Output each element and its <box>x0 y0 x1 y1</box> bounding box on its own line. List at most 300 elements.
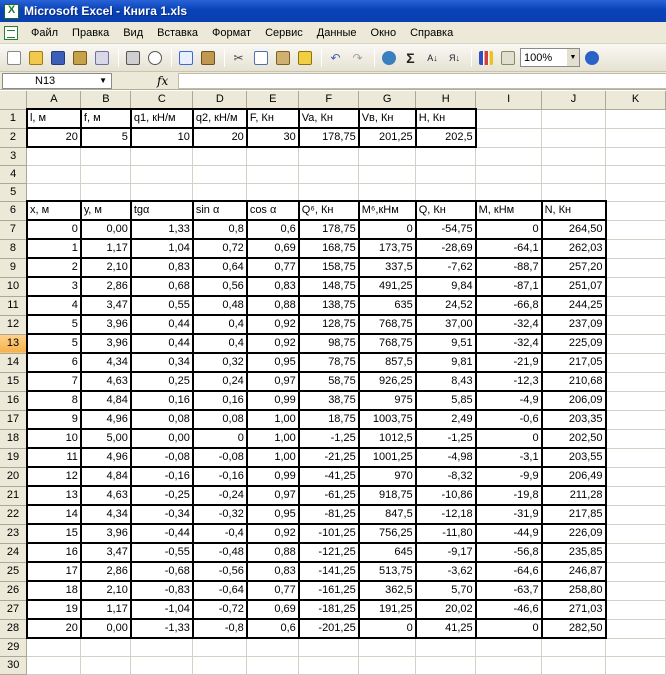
chart-wizard-icon[interactable] <box>476 48 495 67</box>
cell[interactable] <box>416 147 476 165</box>
cell[interactable] <box>606 562 666 581</box>
table-cell[interactable]: 0,34 <box>131 353 193 372</box>
row-header[interactable]: 17 <box>0 410 27 429</box>
table-cell[interactable]: -0,8 <box>193 619 247 638</box>
table-cell[interactable]: 918,75 <box>359 486 416 505</box>
cell[interactable] <box>606 505 666 524</box>
email-icon[interactable] <box>92 48 111 67</box>
table-cell[interactable]: 11 <box>27 448 81 467</box>
table-cell[interactable]: 2,86 <box>81 562 131 581</box>
cell[interactable] <box>476 638 542 656</box>
column-header-b[interactable]: B <box>81 91 131 109</box>
row-header[interactable]: 20 <box>0 467 27 486</box>
table-cell[interactable]: -11,80 <box>416 524 476 543</box>
table-cell[interactable]: 13 <box>27 486 81 505</box>
cell[interactable] <box>359 165 416 183</box>
column-header-j[interactable]: J <box>542 91 606 109</box>
row-header[interactable]: 21 <box>0 486 27 505</box>
table-cell[interactable]: 0,77 <box>247 581 299 600</box>
param-header-cell[interactable]: q1, кН/м <box>131 109 193 128</box>
table-cell[interactable]: -101,25 <box>299 524 359 543</box>
cell[interactable] <box>193 656 247 674</box>
table-cell[interactable]: -4,9 <box>476 391 542 410</box>
cell[interactable] <box>359 656 416 674</box>
table-cell[interactable]: -181,25 <box>299 600 359 619</box>
table-cell[interactable]: 3,96 <box>81 334 131 353</box>
table-cell[interactable]: -81,25 <box>299 505 359 524</box>
table-cell[interactable]: -0,08 <box>193 448 247 467</box>
insert-function-icon[interactable]: fx <box>157 73 169 88</box>
table-cell[interactable]: 8,43 <box>416 372 476 391</box>
table-header-cell[interactable]: cos α <box>247 201 299 220</box>
table-cell[interactable]: 98,75 <box>299 334 359 353</box>
table-cell[interactable]: 1012,5 <box>359 429 416 448</box>
row-header[interactable]: 13 <box>0 334 27 353</box>
table-cell[interactable]: 7 <box>27 372 81 391</box>
table-cell[interactable]: -8,32 <box>416 467 476 486</box>
table-cell[interactable]: -32,4 <box>476 315 542 334</box>
table-cell[interactable]: 24,52 <box>416 296 476 315</box>
table-cell[interactable]: 0,92 <box>247 334 299 353</box>
cell[interactable] <box>606 372 666 391</box>
table-cell[interactable]: 282,50 <box>542 619 606 638</box>
row-header[interactable]: 25 <box>0 562 27 581</box>
table-cell[interactable]: 211,28 <box>542 486 606 505</box>
table-cell[interactable]: 0 <box>476 619 542 638</box>
table-cell[interactable]: -21,9 <box>476 353 542 372</box>
cell[interactable] <box>193 147 247 165</box>
param-header-cell[interactable]: f, м <box>81 109 131 128</box>
cell[interactable] <box>542 128 606 147</box>
table-cell[interactable]: 0,68 <box>131 277 193 296</box>
row-header[interactable]: 27 <box>0 600 27 619</box>
cell[interactable] <box>81 183 131 201</box>
table-cell[interactable]: 1 <box>27 239 81 258</box>
column-header-c[interactable]: C <box>131 91 193 109</box>
row-header[interactable]: 12 <box>0 315 27 334</box>
table-cell[interactable]: 246,87 <box>542 562 606 581</box>
table-cell[interactable]: 0,99 <box>247 391 299 410</box>
table-cell[interactable]: 12 <box>27 467 81 486</box>
table-cell[interactable]: 0,88 <box>247 296 299 315</box>
param-value-cell[interactable]: 20 <box>27 128 81 147</box>
cell[interactable] <box>131 656 193 674</box>
cut-icon[interactable]: ✂ <box>233 50 244 65</box>
formula-input[interactable] <box>178 73 666 89</box>
row-header[interactable]: 19 <box>0 448 27 467</box>
table-cell[interactable]: -10,86 <box>416 486 476 505</box>
table-cell[interactable]: 1,17 <box>81 239 131 258</box>
table-cell[interactable]: 1,17 <box>81 600 131 619</box>
chevron-down-icon[interactable]: ▼ <box>99 76 107 85</box>
table-cell[interactable]: 0,83 <box>131 258 193 277</box>
cell[interactable] <box>606 467 666 486</box>
table-cell[interactable]: 128,75 <box>299 315 359 334</box>
select-all-corner[interactable] <box>0 91 27 109</box>
row-header[interactable]: 16 <box>0 391 27 410</box>
row-header[interactable]: 5 <box>0 183 27 201</box>
table-cell[interactable]: 9,81 <box>416 353 476 372</box>
table-cell[interactable]: 2,10 <box>81 258 131 277</box>
cell[interactable] <box>416 165 476 183</box>
table-cell[interactable]: -46,6 <box>476 600 542 619</box>
table-cell[interactable]: 970 <box>359 467 416 486</box>
cell[interactable] <box>542 147 606 165</box>
workbook-icon[interactable] <box>4 26 18 40</box>
table-cell[interactable]: 18 <box>27 581 81 600</box>
table-cell[interactable]: 16 <box>27 543 81 562</box>
table-cell[interactable]: 4,96 <box>81 448 131 467</box>
cell[interactable] <box>299 147 359 165</box>
table-cell[interactable]: 0,44 <box>131 334 193 353</box>
cell[interactable] <box>193 638 247 656</box>
table-cell[interactable]: 178,75 <box>299 220 359 239</box>
cell[interactable] <box>27 147 81 165</box>
table-cell[interactable]: -21,25 <box>299 448 359 467</box>
cell[interactable] <box>606 220 666 239</box>
cell[interactable] <box>81 638 131 656</box>
cell[interactable] <box>131 147 193 165</box>
table-cell[interactable]: 1,33 <box>131 220 193 239</box>
table-cell[interactable]: 206,49 <box>542 467 606 486</box>
cell[interactable] <box>359 147 416 165</box>
chevron-down-icon[interactable]: ▼ <box>567 49 579 66</box>
table-cell[interactable]: 58,75 <box>299 372 359 391</box>
row-header[interactable]: 23 <box>0 524 27 543</box>
param-header-cell[interactable]: Vв, Кн <box>359 109 416 128</box>
column-header-h[interactable]: H <box>416 91 476 109</box>
table-header-cell[interactable]: N, Кн <box>542 201 606 220</box>
cell[interactable] <box>476 183 542 201</box>
param-value-cell[interactable]: 202,5 <box>416 128 476 147</box>
cell[interactable] <box>131 638 193 656</box>
table-cell[interactable]: -31,9 <box>476 505 542 524</box>
param-header-cell[interactable]: q2, кН/м <box>193 109 247 128</box>
table-cell[interactable]: 3,96 <box>81 524 131 543</box>
cell[interactable] <box>247 165 299 183</box>
table-cell[interactable]: 37,00 <box>416 315 476 334</box>
table-cell[interactable]: 1,00 <box>247 410 299 429</box>
table-cell[interactable]: 168,75 <box>299 239 359 258</box>
menu-edit[interactable]: Правка <box>72 26 110 39</box>
table-cell[interactable]: 0 <box>476 429 542 448</box>
table-cell[interactable]: 210,68 <box>542 372 606 391</box>
table-cell[interactable]: 235,85 <box>542 543 606 562</box>
table-cell[interactable]: -63,7 <box>476 581 542 600</box>
cell[interactable] <box>247 183 299 201</box>
row-header[interactable]: 29 <box>0 638 27 656</box>
table-cell[interactable]: 4,34 <box>81 505 131 524</box>
table-cell[interactable]: -0,68 <box>131 562 193 581</box>
table-cell[interactable]: 0,69 <box>247 600 299 619</box>
table-cell[interactable]: -3,1 <box>476 448 542 467</box>
row-header[interactable]: 15 <box>0 372 27 391</box>
table-cell[interactable]: 0,32 <box>193 353 247 372</box>
save-icon[interactable] <box>48 48 67 67</box>
table-cell[interactable]: 226,09 <box>542 524 606 543</box>
table-cell[interactable]: 0,97 <box>247 372 299 391</box>
table-cell[interactable]: 1003,75 <box>359 410 416 429</box>
table-cell[interactable]: 2,49 <box>416 410 476 429</box>
param-header-cell[interactable]: Н, Кн <box>416 109 476 128</box>
cell[interactable] <box>606 543 666 562</box>
row-header[interactable]: 6 <box>0 201 27 220</box>
cell[interactable] <box>359 183 416 201</box>
paste-icon[interactable] <box>273 48 292 67</box>
cell[interactable] <box>606 391 666 410</box>
cell[interactable] <box>299 165 359 183</box>
table-cell[interactable]: -64,1 <box>476 239 542 258</box>
table-cell[interactable]: -28,69 <box>416 239 476 258</box>
table-cell[interactable]: 9 <box>27 410 81 429</box>
table-cell[interactable]: 0,00 <box>131 429 193 448</box>
table-cell[interactable]: -12,3 <box>476 372 542 391</box>
table-cell[interactable]: 0,92 <box>247 524 299 543</box>
row-header[interactable]: 9 <box>0 258 27 277</box>
table-cell[interactable]: 0,95 <box>247 353 299 372</box>
row-header[interactable]: 30 <box>0 656 27 674</box>
row-header[interactable]: 22 <box>0 505 27 524</box>
table-cell[interactable]: 0,56 <box>193 277 247 296</box>
cell[interactable] <box>81 147 131 165</box>
research-icon[interactable] <box>198 48 217 67</box>
table-cell[interactable]: 3 <box>27 277 81 296</box>
cell[interactable] <box>193 165 247 183</box>
new-icon[interactable] <box>4 48 23 67</box>
table-cell[interactable]: 4,84 <box>81 467 131 486</box>
table-cell[interactable]: -0,44 <box>131 524 193 543</box>
table-cell[interactable]: 5 <box>27 334 81 353</box>
table-cell[interactable]: 362,5 <box>359 581 416 600</box>
table-cell[interactable]: 14 <box>27 505 81 524</box>
cell[interactable] <box>247 147 299 165</box>
param-header-cell[interactable]: F, Кн <box>247 109 299 128</box>
table-cell[interactable]: -161,25 <box>299 581 359 600</box>
table-cell[interactable]: 17 <box>27 562 81 581</box>
table-cell[interactable]: 0 <box>193 429 247 448</box>
table-cell[interactable]: 225,09 <box>542 334 606 353</box>
table-cell[interactable]: 975 <box>359 391 416 410</box>
table-cell[interactable]: 251,07 <box>542 277 606 296</box>
table-cell[interactable]: 1001,25 <box>359 448 416 467</box>
row-header[interactable]: 28 <box>0 619 27 638</box>
table-cell[interactable]: 9,84 <box>416 277 476 296</box>
table-cell[interactable]: 203,55 <box>542 448 606 467</box>
cell[interactable] <box>606 296 666 315</box>
table-cell[interactable]: 0,72 <box>193 239 247 258</box>
table-cell[interactable]: -41,25 <box>299 467 359 486</box>
hyperlink-icon[interactable] <box>379 48 398 67</box>
table-cell[interactable]: -0,64 <box>193 581 247 600</box>
table-cell[interactable]: -0,83 <box>131 581 193 600</box>
table-cell[interactable]: 18,75 <box>299 410 359 429</box>
table-cell[interactable]: 2,86 <box>81 277 131 296</box>
table-cell[interactable]: -1,25 <box>299 429 359 448</box>
table-cell[interactable]: 4,34 <box>81 353 131 372</box>
table-cell[interactable]: 0 <box>359 619 416 638</box>
table-cell[interactable]: 237,09 <box>542 315 606 334</box>
table-cell[interactable]: 38,75 <box>299 391 359 410</box>
table-cell[interactable]: 0,08 <box>131 410 193 429</box>
cell[interactable] <box>131 183 193 201</box>
table-cell[interactable]: 0,8 <box>193 220 247 239</box>
menu-help[interactable]: Справка <box>410 26 454 39</box>
cell[interactable] <box>606 183 666 201</box>
cell[interactable] <box>606 524 666 543</box>
table-cell[interactable]: -1,25 <box>416 429 476 448</box>
table-cell[interactable]: 0,69 <box>247 239 299 258</box>
cell[interactable] <box>606 109 666 128</box>
help-icon[interactable] <box>582 48 601 67</box>
table-cell[interactable]: 0,83 <box>247 277 299 296</box>
row-header[interactable]: 7 <box>0 220 27 239</box>
table-cell[interactable]: 3,47 <box>81 543 131 562</box>
cell[interactable] <box>299 183 359 201</box>
table-cell[interactable]: 10 <box>27 429 81 448</box>
cell[interactable] <box>81 656 131 674</box>
table-cell[interactable]: 206,09 <box>542 391 606 410</box>
table-cell[interactable]: 257,20 <box>542 258 606 277</box>
cell[interactable] <box>476 165 542 183</box>
table-cell[interactable]: 4,63 <box>81 486 131 505</box>
table-cell[interactable]: 5 <box>27 315 81 334</box>
table-cell[interactable]: 0,83 <box>247 562 299 581</box>
table-cell[interactable]: -19,8 <box>476 486 542 505</box>
column-header-a[interactable]: A <box>27 91 81 109</box>
table-cell[interactable]: 264,50 <box>542 220 606 239</box>
table-cell[interactable]: 0 <box>476 220 542 239</box>
column-header-k[interactable]: K <box>606 91 666 109</box>
table-cell[interactable]: 4,63 <box>81 372 131 391</box>
table-cell[interactable]: 4 <box>27 296 81 315</box>
cell[interactable] <box>299 656 359 674</box>
cell[interactable] <box>606 147 666 165</box>
cell[interactable] <box>606 334 666 353</box>
param-value-cell[interactable]: 30 <box>247 128 299 147</box>
table-cell[interactable]: -0,4 <box>193 524 247 543</box>
table-cell[interactable]: 2,10 <box>81 581 131 600</box>
table-cell[interactable]: -0,16 <box>131 467 193 486</box>
table-header-cell[interactable]: Q, Кн <box>416 201 476 220</box>
table-cell[interactable]: 0,16 <box>193 391 247 410</box>
table-cell[interactable]: 0 <box>27 220 81 239</box>
table-cell[interactable]: -0,16 <box>193 467 247 486</box>
cell[interactable] <box>606 600 666 619</box>
table-cell[interactable]: -0,56 <box>193 562 247 581</box>
table-cell[interactable]: 0,6 <box>247 619 299 638</box>
table-cell[interactable]: 173,75 <box>359 239 416 258</box>
table-cell[interactable]: 0,6 <box>247 220 299 239</box>
table-cell[interactable]: -88,7 <box>476 258 542 277</box>
table-cell[interactable]: -0,32 <box>193 505 247 524</box>
table-cell[interactable]: 1,04 <box>131 239 193 258</box>
menu-window[interactable]: Окно <box>370 26 397 39</box>
cell[interactable] <box>27 656 81 674</box>
table-cell[interactable]: 0,4 <box>193 334 247 353</box>
table-cell[interactable]: 4,96 <box>81 410 131 429</box>
column-header-f[interactable]: F <box>299 91 359 109</box>
table-cell[interactable]: -1,33 <box>131 619 193 638</box>
row-header[interactable]: 11 <box>0 296 27 315</box>
table-cell[interactable]: 15 <box>27 524 81 543</box>
table-cell[interactable]: 0,00 <box>81 220 131 239</box>
cell[interactable] <box>606 258 666 277</box>
autosum-icon[interactable]: Σ <box>406 49 415 66</box>
table-cell[interactable]: 3,96 <box>81 315 131 334</box>
cell[interactable] <box>247 656 299 674</box>
table-cell[interactable]: 5,85 <box>416 391 476 410</box>
name-box[interactable] <box>2 73 112 89</box>
table-cell[interactable]: 2 <box>27 258 81 277</box>
table-cell[interactable]: 0,25 <box>131 372 193 391</box>
cell[interactable] <box>606 486 666 505</box>
spelling-icon[interactable] <box>176 48 195 67</box>
table-cell[interactable]: 244,25 <box>542 296 606 315</box>
cell[interactable] <box>27 165 81 183</box>
cell[interactable] <box>606 429 666 448</box>
cell[interactable] <box>542 109 606 128</box>
column-header-i[interactable]: I <box>476 91 542 109</box>
param-value-cell[interactable]: 5 <box>81 128 131 147</box>
table-cell[interactable]: -141,25 <box>299 562 359 581</box>
format-painter-icon[interactable] <box>295 48 314 67</box>
row-header[interactable]: 1 <box>0 109 27 128</box>
table-cell[interactable]: 0,44 <box>131 315 193 334</box>
print-icon[interactable] <box>123 48 142 67</box>
table-cell[interactable]: 0,55 <box>131 296 193 315</box>
table-cell[interactable]: 768,75 <box>359 315 416 334</box>
cell[interactable] <box>193 183 247 201</box>
table-cell[interactable]: -3,62 <box>416 562 476 581</box>
cell[interactable] <box>476 656 542 674</box>
table-cell[interactable]: 857,5 <box>359 353 416 372</box>
row-header[interactable]: 2 <box>0 128 27 147</box>
cell[interactable] <box>606 128 666 147</box>
table-cell[interactable]: -44,9 <box>476 524 542 543</box>
table-cell[interactable]: 1,00 <box>247 429 299 448</box>
table-cell[interactable]: -121,25 <box>299 543 359 562</box>
table-cell[interactable]: 756,25 <box>359 524 416 543</box>
table-cell[interactable]: 9,51 <box>416 334 476 353</box>
menu-tools[interactable]: Сервис <box>265 26 303 39</box>
table-cell[interactable]: -0,55 <box>131 543 193 562</box>
cell[interactable] <box>606 619 666 638</box>
table-cell[interactable]: 0,95 <box>247 505 299 524</box>
param-header-cell[interactable]: l, м <box>27 109 81 128</box>
table-cell[interactable]: 0,97 <box>247 486 299 505</box>
cell[interactable] <box>606 448 666 467</box>
table-cell[interactable]: 635 <box>359 296 416 315</box>
cell[interactable] <box>542 656 606 674</box>
table-cell[interactable]: -7,62 <box>416 258 476 277</box>
table-cell[interactable]: 217,05 <box>542 353 606 372</box>
copy-icon[interactable] <box>251 48 270 67</box>
row-header[interactable]: 4 <box>0 165 27 183</box>
table-cell[interactable]: 0,64 <box>193 258 247 277</box>
menu-format[interactable]: Формат <box>212 26 252 39</box>
table-cell[interactable]: 0 <box>359 220 416 239</box>
cell[interactable] <box>27 638 81 656</box>
table-cell[interactable]: 768,75 <box>359 334 416 353</box>
cell[interactable] <box>606 201 666 220</box>
table-cell[interactable]: 191,25 <box>359 600 416 619</box>
table-cell[interactable]: -0,08 <box>131 448 193 467</box>
table-cell[interactable]: 41,25 <box>416 619 476 638</box>
table-cell[interactable]: 4,84 <box>81 391 131 410</box>
cell[interactable] <box>606 656 666 674</box>
table-cell[interactable]: 0,16 <box>131 391 193 410</box>
cell[interactable] <box>299 638 359 656</box>
